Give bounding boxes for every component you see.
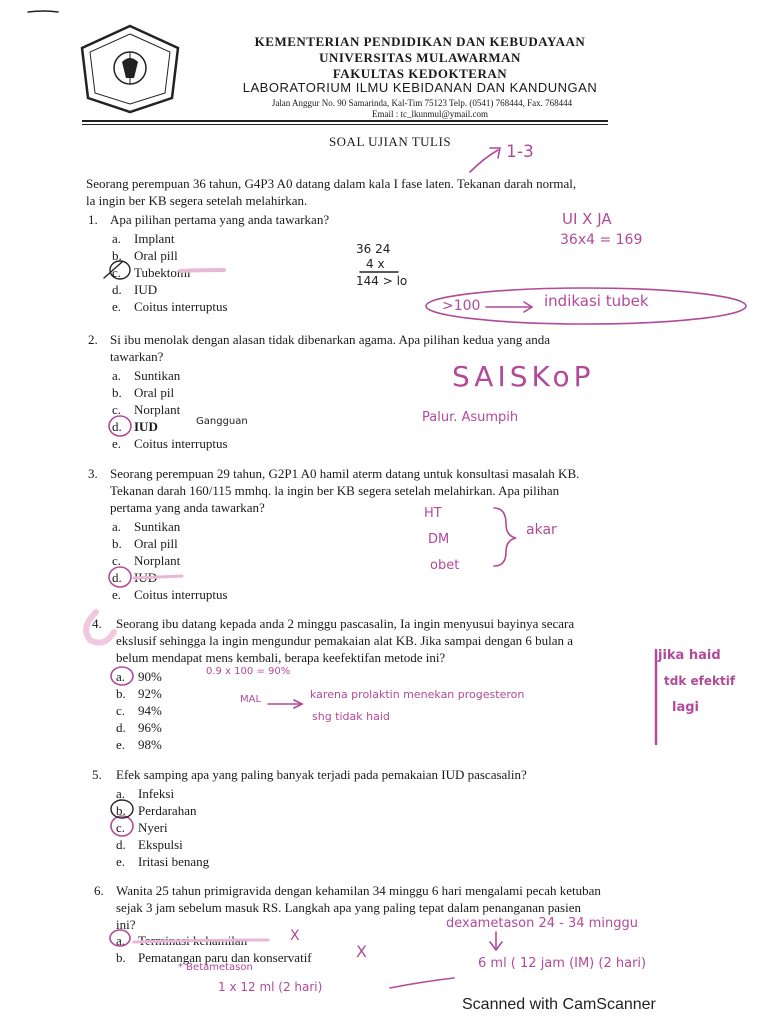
- handwritten-note: 1-3: [506, 142, 534, 162]
- option-text: 90%: [138, 669, 162, 684]
- option-letter: c.: [116, 703, 126, 718]
- handwritten-note: 144 > lo: [356, 274, 408, 288]
- handwritten-note: 36 24: [356, 242, 391, 256]
- question-text: Si ibu menolak dengan alasan tidak dibenarkan agama. Apa pilihan kedua yang anda: [110, 332, 551, 347]
- option-text: Ekspulsi: [138, 837, 183, 852]
- handwritten-note: UI X JA: [562, 210, 612, 228]
- option-letter: b.: [112, 536, 122, 551]
- question-text: Tekanan darah 160/115 mmhq. la ingin ber KB segera setelah melahirkan. Apa pilihan: [110, 483, 560, 498]
- option-letter: b.: [116, 950, 126, 965]
- handwritten-note: Palur. Asumpih: [422, 410, 519, 425]
- handwritten-note: karena prolaktin menekan progesteron: [310, 688, 525, 701]
- header-university: UNIVERSITAS MULAWARMAN: [319, 50, 521, 65]
- option-letter: b.: [112, 248, 122, 263]
- question-number: 4.: [92, 616, 102, 631]
- handwritten-note: lagi: [672, 700, 699, 715]
- option-text: IUD: [134, 282, 158, 297]
- question-text: Apa pilihan pertama yang anda tawarkan?: [110, 212, 330, 227]
- option-letter: d.: [112, 282, 122, 297]
- option-text: Perdarahan: [138, 803, 197, 818]
- header-address: Jalan Anggur No. 90 Samarinda, Kal-Tim 75123 Telp. (0541) 768444, Fax. 768444: [271, 98, 573, 108]
- option-letter: a.: [112, 231, 122, 246]
- option-text: Tubektomi: [134, 265, 191, 280]
- option-letter: c.: [116, 820, 126, 835]
- option-letter: a.: [112, 519, 122, 534]
- option-letter: c.: [112, 553, 122, 568]
- handwritten-note: 1 x 12 ml (2 hari): [218, 980, 323, 994]
- question-number: 6.: [94, 883, 104, 898]
- option-letter: c.: [112, 402, 122, 417]
- handwritten-note: Gangguan: [196, 416, 248, 427]
- scenario-line: Seorang perempuan 36 tahun, G4P3 A0 datang dalam kala I fase laten. Tekanan darah normal,: [86, 176, 577, 191]
- header-laboratory: LABORATORIUM ILMU KEBIDANAN DAN KANDUNGAN: [242, 80, 598, 95]
- handwritten-note: X: [290, 928, 300, 944]
- handwritten-note: akar: [526, 522, 557, 538]
- handwritten-note: obet: [430, 558, 460, 573]
- exam-title: SOAL UJIAN TULIS: [328, 134, 452, 149]
- handwritten-note: tdk efektif: [664, 674, 736, 688]
- question-text: Seorang ibu datang kepada anda 2 minggu pascasalin, Ia ingin menyusui bayinya secara: [116, 616, 575, 631]
- question-text: sejak 3 jam sebelum masuk RS. Langkah apa yang paling tepat dalam penanganan pasien: [116, 900, 581, 915]
- question-text: tawarkan?: [110, 349, 164, 364]
- option-letter: e.: [112, 587, 122, 602]
- header-ministry: KEMENTERIAN PENDIDIKAN DAN KEBUDAYAAN: [254, 34, 586, 49]
- handwritten-note: shg tidak haid: [312, 710, 390, 723]
- option-letter: a.: [116, 786, 126, 801]
- question-text: ekslusif sehingga la ingin mengundur pemakaian alat KB. Jika sampai dengan 6 bulan a: [116, 633, 574, 648]
- option-letter: e.: [112, 436, 122, 451]
- handwritten-note: >100: [442, 298, 481, 314]
- option-text: Suntikan: [134, 519, 181, 534]
- option-letter: c.: [112, 265, 122, 280]
- option-text: Oral pil: [134, 385, 175, 400]
- handwritten-note: HT: [424, 506, 442, 521]
- option-text: Infeksi: [138, 786, 175, 801]
- option-text: Coitus interruptus: [134, 436, 228, 451]
- handwritten-note: dexametason 24 - 34 minggu: [446, 916, 638, 931]
- option-text: Norplant: [134, 402, 181, 417]
- handwritten-note: 6 ml ( 12 jam (IM) (2 hari): [478, 956, 647, 971]
- handwritten-note: DM: [428, 532, 450, 547]
- question-text: Efek samping apa yang paling banyak terjadi pada pemakaian IUD pascasalin?: [116, 767, 527, 782]
- option-letter: a.: [116, 669, 126, 684]
- option-letter: d.: [116, 720, 126, 735]
- option-letter: d.: [116, 837, 126, 852]
- handwritten-note: indikasi tubek: [544, 292, 649, 310]
- handwritten-note: X: [356, 942, 367, 961]
- option-text: Implant: [134, 231, 175, 246]
- option-text: Nyeri: [138, 820, 168, 835]
- option-letter: d.: [112, 419, 122, 434]
- option-text: Suntikan: [134, 368, 181, 383]
- option-text: Coitus interruptus: [134, 299, 228, 314]
- option-text: Oral pill: [134, 536, 178, 551]
- option-text: IUD: [134, 419, 158, 434]
- option-text: Iritasi benang: [138, 854, 210, 869]
- handwritten-note: 36x4 = 169: [560, 232, 643, 248]
- handwritten-note: MAL: [240, 694, 262, 705]
- header-faculty: FAKULTAS KEDOKTERAN: [332, 66, 508, 81]
- scenario-line: la ingin ber KB segera setelah melahirkan.: [86, 193, 308, 208]
- option-letter: b.: [116, 686, 126, 701]
- option-text: IUD: [134, 570, 158, 585]
- option-text: 96%: [138, 720, 162, 735]
- header-email: Email : tc_lkunmul@ymail.com: [371, 109, 489, 119]
- option-letter: e.: [112, 299, 122, 314]
- question-number: 3.: [88, 466, 98, 481]
- question-number: 5.: [92, 767, 102, 782]
- option-letter: b.: [112, 385, 122, 400]
- handwritten-note: * Betametason: [178, 962, 253, 973]
- handwritten-note: SAISKoP: [452, 360, 595, 393]
- option-text: 94%: [138, 703, 162, 718]
- question-text: ini?: [116, 917, 136, 932]
- option-text: Pematangan paru dan konservatif: [138, 950, 312, 965]
- question-text: Wanita 25 tahun primigravida dengan kehamilan 34 minggu 6 hari mengalami pecah ketuban: [116, 883, 601, 898]
- question-number: 1.: [88, 212, 98, 227]
- handwritten-note: 4 x: [366, 257, 385, 271]
- option-text: Coitus interruptus: [134, 587, 228, 602]
- handwritten-note: jika haid: [658, 648, 721, 663]
- question-text: pertama yang anda tawarkan?: [110, 500, 265, 515]
- option-text: 92%: [138, 686, 162, 701]
- option-text: Norplant: [134, 553, 181, 568]
- option-text: Oral pill: [134, 248, 178, 263]
- option-text: Terminasi kehamilan: [138, 933, 248, 948]
- option-letter: e.: [116, 737, 126, 752]
- option-letter: e.: [116, 854, 126, 869]
- camscanner-watermark: Scanned with CamScanner: [462, 996, 656, 1013]
- question-text: belum mendapat mens kembali, berapa keefektifan metode ini?: [116, 650, 446, 665]
- option-letter: b.: [116, 803, 126, 818]
- question-number: 2.: [88, 332, 98, 347]
- handwritten-note: 0.9 x 100 = 90%: [206, 666, 291, 677]
- option-text: 98%: [138, 737, 162, 752]
- option-letter: a.: [116, 933, 126, 948]
- option-letter: a.: [112, 368, 122, 383]
- question-text: Seorang perempuan 29 tahun, G2P1 A0 hamil aterm datang untuk konsultasi masalah KB.: [110, 466, 580, 481]
- option-letter: d.: [112, 570, 122, 585]
